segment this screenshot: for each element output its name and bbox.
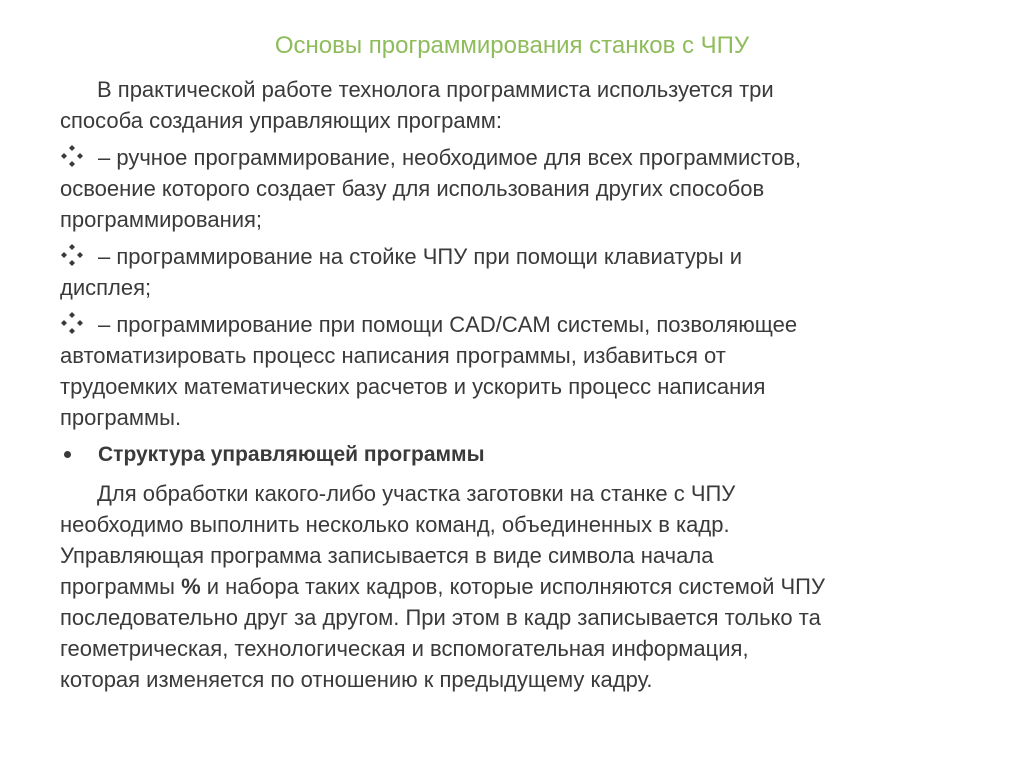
method-2-line-1: – программирование на стойке ЧПУ при помощи клавиатуры и (98, 244, 743, 269)
section-line-4-after: и набора таких кадров, которые исполняются системой ЧПУ (200, 574, 825, 599)
section-heading: Структура управляющей программы (98, 443, 485, 466)
section-line-1: Для обработки какого-либо участка заготовки на станке с ЧПУ (97, 481, 736, 506)
method-3-line-3: трудоемких математических расчетов и ускорить процесс написания (60, 374, 766, 399)
intro-line-2: способа создания управляющих программ: (60, 108, 503, 133)
section-line-5: последовательно друг за другом. При этом в кадр записывается только та (60, 605, 821, 630)
intro-line-1: В практической работе технолога программиста используется три (97, 77, 774, 102)
section-line-4 (60, 571, 825, 602)
method-3-line-4: программы. (60, 405, 182, 430)
method-3-line-2: автоматизировать процесс написания программы, избавиться от (60, 343, 726, 368)
section-line-3: Управляющая программа записывается в виде символа начала (60, 543, 714, 568)
method-1-line-1: – ручное программирование, необходимое для всех программистов, (98, 145, 802, 170)
method-3-line-1: – программирование при помощи CAD/CAM системы, позволяющее (98, 312, 798, 337)
diamond-bullet-icon (60, 144, 84, 168)
section-line-6: геометрическая, технологическая и вспомогательная информация, (60, 636, 749, 661)
percent-symbol: % (181, 574, 201, 599)
method-1-line-2: освоение которого создает базу для использования других способов (60, 176, 765, 201)
method-1-line-3: программирования; (60, 207, 263, 232)
section-line-4-before: программы (60, 574, 182, 599)
slide-title: Основы программирования станков с ЧПУ (274, 32, 750, 59)
section-line-2: необходимо выполнить несколько команд, объединенных в кадр. (60, 512, 730, 537)
method-2-line-2: дисплея; (60, 275, 152, 300)
round-bullet-icon (64, 451, 71, 458)
diamond-bullet-icon (60, 311, 84, 335)
section-line-7: которая изменяется по отношению к предыдущему кадру. (60, 667, 653, 692)
diamond-bullet-icon (60, 243, 84, 267)
